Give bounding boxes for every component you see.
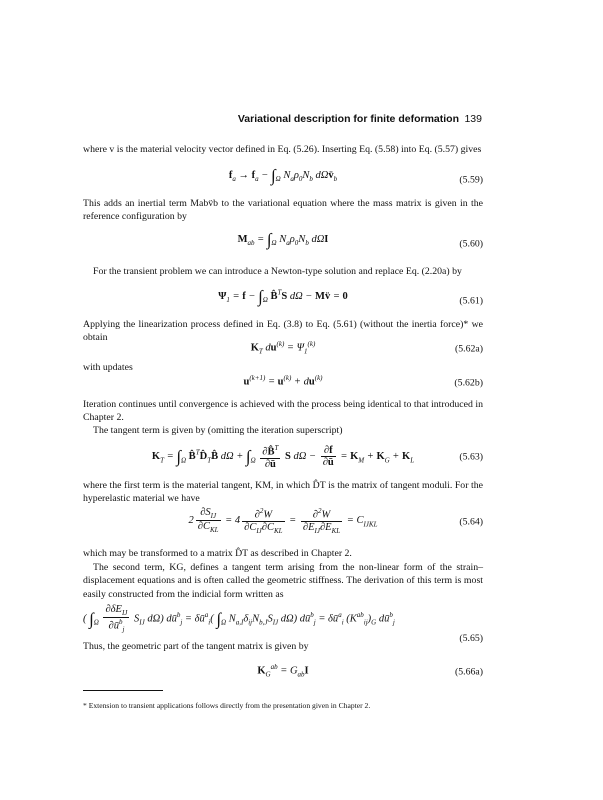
equation-number: (5.64) [459,516,483,528]
running-header [0,113,482,129]
equation-5-63: $K_T = \int_\Omega$ $B̂^TD̂_TB̂$ $d\Omega + \int_\Omega$ $\frac{\partial B̂^T}{\partial ū}$ S dΩ − $\frac{\partial f}{\partial ū}$ = $K_M + K_G + K_L$ (5.63) [151,444,483,470]
paragraph: This adds an inertial term Mabv̈b to the variational equation where the mass matrix is given in the reference configuration by [83,198,483,223]
paragraph: with updates [83,362,133,373]
equation-number: (5.61) [459,295,483,307]
page-number: 139 [464,113,482,125]
paragraph: where the first term is the material tangent, KM, in which D̂T is the matrix of tangent moduli. For the hyperelastic material we have [83,480,483,505]
paragraph: The tangent term is given by (omitting the iteration superscript) [93,425,343,436]
equation-number: (5.62b) [454,377,483,389]
equation-5-62b: $u^{(k+1)} = u^{(k)} + du^{(k)}$ (5.62b) [243,374,483,389]
paragraph: which may be transformed to a matrix D̂T as described in Chapter 2. [83,548,352,559]
paragraph: Iteration continues until convergence is achieved with the process being identical to that introduced in Chapter 2. [83,399,483,424]
footnote: * Extension to transient applications follows directly from the presentation given in Chapter 2. [83,701,371,710]
equation-number: (5.66a) [454,666,483,678]
paragraph: where v is the material velocity vector defined in Eq. (5.26). Inserting Eq. (5.58) into Eq. (5.57) gives [83,144,482,155]
equation-number: (5.63) [459,451,483,463]
equation-number: (5.59) [459,174,483,186]
paragraph: Applying the linearization process defined in Eq. (3.8) to Eq. (5.61) (without the inertia force)* we obtain [83,319,483,344]
equation-5-59: $f_a \to f_a - \int_\Omega$ $N_a\rho_0N_b$ $d\Omega v̈_b$ (5.59) [228,166,483,186]
paragraph: Thus, the geometric part of the tangent matrix is given by [83,641,309,652]
equation-5-65: ( $\int_\Omega$ $\frac{\partial\delta E_{IJ}}{\partial ū^b_j}$ $S_{IJ}$ dΩ) $dū^b_j$ = $\delta ū^a_i$( $\int_\Omega$ $N_{a,I}\delta_{ij}N_{b,J}S_{IJ}$ dΩ) $dū^b_j$ = $\delta ū^a_i$ $(K^{ab}_{ij})_G$ $dū^b_j$ (5.65) [83,604,483,644]
equation-5-61: $\Psi_1 = f - \int_\Omega$ B̂$^T$S dΩ − Mv̈ = 0 (5.61) [218,287,483,307]
paragraph: The second term, KG, defines a tangent term arising from the non-linear form of the strain–displacement equations and is often called the geometric stiffness. The derivation of this term is most easily constructed from the indicial form written as [83,562,483,600]
paragraph: For the transient problem we can introduce a Newton-type solution and replace Eq. (2.20a) by [93,266,462,277]
equation-5-60: $M_{ab} = \int_\Omega$ $N_a\rho_0N_b$ dΩI (5.60) [237,230,483,250]
equation-5-64: 2 $\frac{\partial S_{IJ}}{\partial C_{KL}}$ = 4 $\frac{\partial^2W}{\partial C_{IJ}\partial C_{KL}}$ = $\frac{\partial^2W}{\partial E_{IJ}\partial E_{KL}}$ = $C_{IJKL}$ (5.64) [188,507,483,535]
footnote-rule [83,690,163,691]
equation-number: (5.60) [459,238,483,250]
equation-number: (5.62a) [454,343,483,355]
equation-number: (5.65) [459,633,483,644]
equation-5-66a: $K_G^{ab} = G_{ab}I$ (5.66a) [257,663,483,679]
running-title: Variational description for finite deformation [237,113,459,125]
equation-5-62a: $K_T$ $du^{(k)} = \Psi_1^{(k)}$ (5.62a) [250,340,483,356]
